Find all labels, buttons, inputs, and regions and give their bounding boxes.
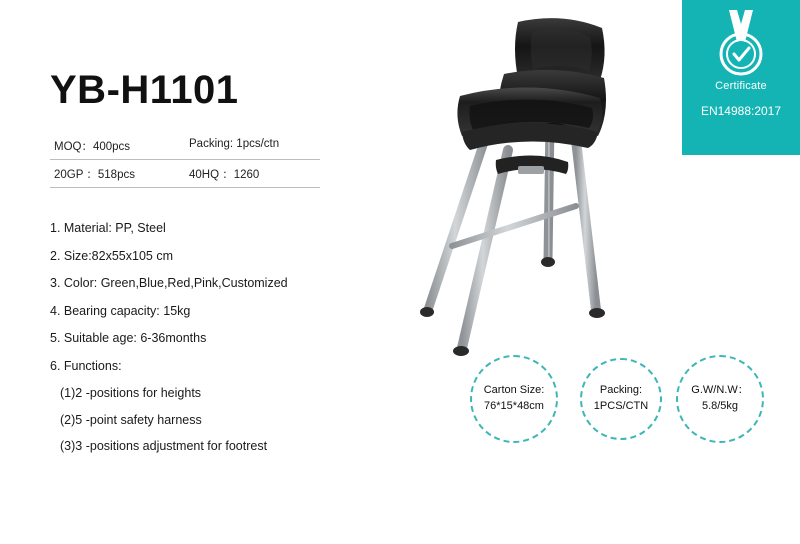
feature-list (50, 222, 410, 453)
spec-table (50, 132, 410, 188)
weight-circle (676, 355, 764, 443)
medal-ribbon-icon (709, 8, 773, 78)
product-info-panel (50, 70, 410, 467)
high-chair-illustration (400, 10, 660, 370)
list-item: 4. Bearing capacity: 15kg (50, 303, 191, 318)
spec-moq: MOQ：400pcs (50, 132, 185, 160)
list-item: (1)2 -positions for heights (60, 386, 202, 400)
list-item: 6. Functions: (50, 358, 122, 373)
weight-value: 5.8/5kg (701, 400, 739, 412)
spec-packing: Packing: 1pcs/ctn (185, 132, 320, 160)
list-item: (3)3 -positions adjustment for footrest (60, 439, 268, 453)
certificate-badge (682, 0, 800, 155)
page-title: YB-H1101 (50, 68, 239, 112)
list-item: 5. Suitable age: 6-36months (50, 331, 207, 345)
packing-value: 1PCS/CTN (593, 400, 649, 412)
packing-circle (580, 358, 662, 440)
carton-size-label: Carton Size: (483, 384, 545, 397)
list-item: 3. Color: Green,Blue,Red,Pink,Customized (50, 276, 288, 290)
list-item: 1. Material: PP, Steel (50, 221, 166, 235)
packing-label: Packing: (599, 384, 643, 397)
weight-label: G.W/N.W： (691, 384, 749, 397)
certificate-standard: EN14988:2017 (700, 104, 782, 118)
certificate-label: Certificate (715, 80, 767, 92)
list-item: 2. Size:82x55x105 cm (50, 248, 173, 263)
list-item: (2)5 -point safety harness (60, 412, 202, 427)
spec-40hq: 40HQ ：1260 (185, 160, 320, 188)
spec-20gp: 20GP ：518pcs (50, 160, 185, 188)
carton-size-circle (470, 355, 558, 443)
product-image (400, 10, 660, 370)
carton-size-value: 76*15*48cm (484, 400, 544, 412)
packaging-info-circles (470, 345, 790, 455)
